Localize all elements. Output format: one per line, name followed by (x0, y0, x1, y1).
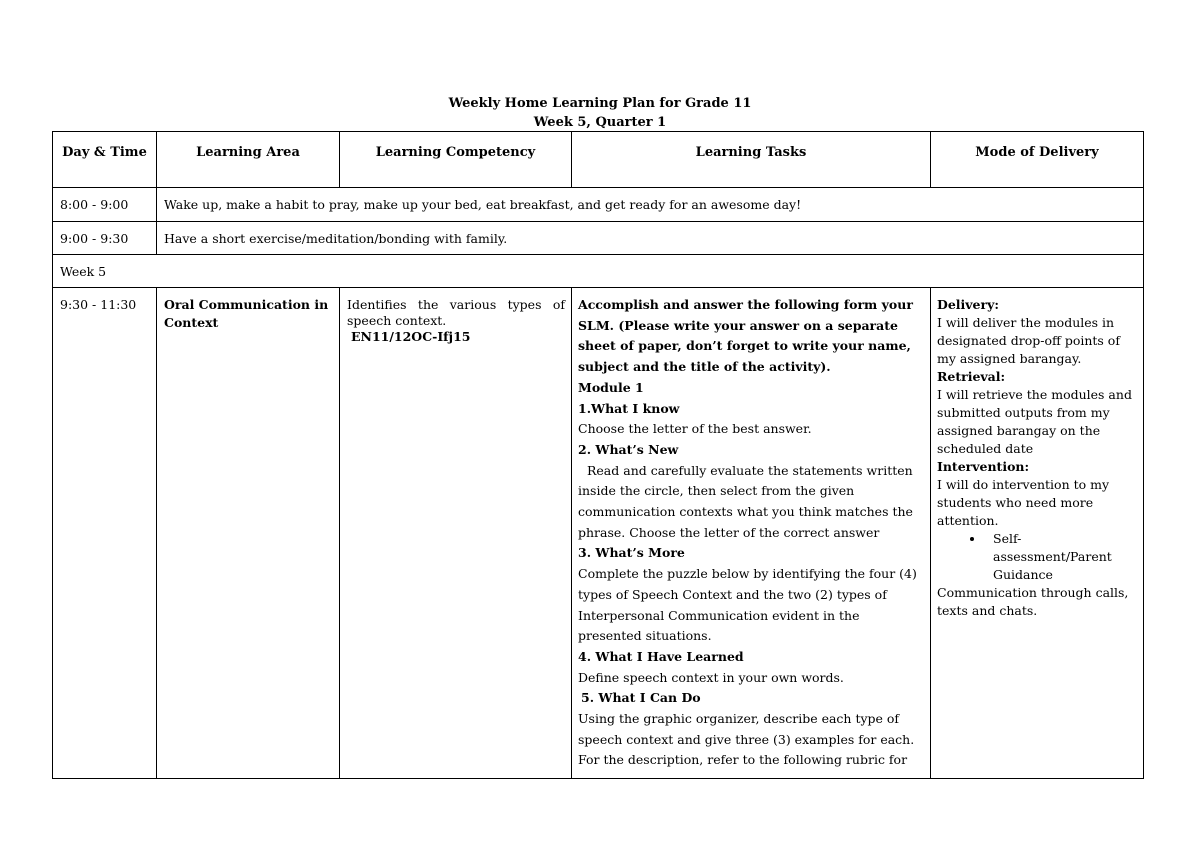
week-label: Week 5 (53, 255, 1144, 288)
task-text: Read and carefully evaluate the statements written inside the circle, then select from the given communication contexts what you think matches the phrase. Choose the letter of the correct answer (578, 462, 913, 540)
task-text: Complete the puzzle below by identifying the four (4) types of Speech Context and the two (2) types of Interpersonal Communication evident in the presented situations. (578, 566, 917, 644)
document-title: Weekly Home Learning Plan for Grade 11 (448, 96, 752, 111)
task-text: Using the graphic organizer, describe each type of speech context and give three (3) examples for each. For the description, refer to the following rubric for (578, 711, 915, 768)
delivery-text: I will deliver the modules in designated drop-off points of my assigned barangay. (937, 315, 1120, 366)
intervention-text: I will do intervention to my students who need more attention. (937, 477, 1110, 528)
lesson-area: Oral Communication in Context (157, 288, 340, 779)
header-learning-competency: Learning Competency (340, 132, 572, 188)
row-time: 9:00 - 9:30 (53, 222, 157, 255)
tasks-module: Module 1 (578, 379, 644, 395)
row-activity: Have a short exercise/meditation/bonding with family. (157, 222, 1144, 255)
row-time: 8:00 - 9:00 (53, 188, 157, 222)
table-header-row (53, 132, 1144, 188)
delivery-heading: Delivery: (937, 297, 999, 312)
intervention-heading: Intervention: (937, 459, 1030, 474)
table-row (53, 222, 1144, 255)
task-heading: 2. What’s New (578, 441, 679, 457)
table-row (53, 188, 1144, 222)
task-text: Define speech context in your own words. (578, 669, 844, 685)
lesson-competency (340, 288, 572, 779)
header-learning-area: Learning Area (157, 132, 340, 188)
retrieval-text: I will retrieve the modules and submitted outputs from my assigned barangay on the scheduled date (937, 387, 1132, 456)
competency-code: EN11/12OC-Ifj15 (351, 329, 471, 344)
task-heading: 4. What I Have Learned (578, 648, 744, 664)
delivery-bullet-list (937, 530, 1137, 584)
tasks-intro: Accomplish and answer the following form your SLM. (Please write your answer on a separate sheet of paper, don’t forget to write your name, subject and the title of the activity). (578, 297, 913, 375)
retrieval-heading: Retrieval: (937, 369, 1006, 384)
learning-plan-table (52, 131, 1144, 779)
list-item: • Self-assessment/Parent Guidance (985, 530, 1137, 584)
task-heading: 3. What’s More (578, 545, 685, 561)
competency-text: Identifies the various types of speech context. (347, 297, 565, 328)
week-row (53, 255, 1144, 288)
row-activity: Wake up, make a habit to pray, make up your bed, eat breakfast, and get ready for an awesome day! (157, 188, 1144, 222)
delivery-closing: Communication through calls, texts and chats. (937, 585, 1129, 618)
task-heading: 1.What I know (578, 400, 680, 416)
task-text: Choose the letter of the best answer. (578, 421, 812, 437)
document-subtitle: Week 5, Quarter 1 (533, 115, 667, 130)
lesson-time: 9:30 - 11:30 (53, 288, 157, 779)
lesson-tasks (572, 288, 931, 779)
lesson-row (53, 288, 1144, 779)
header-learning-tasks: Learning Tasks (572, 132, 931, 188)
header-day-time: Day & Time (53, 132, 157, 188)
task-heading: 5. What I Can Do (581, 690, 701, 706)
header-mode-of-delivery: Mode of Delivery (931, 132, 1144, 188)
lesson-delivery (931, 288, 1144, 779)
